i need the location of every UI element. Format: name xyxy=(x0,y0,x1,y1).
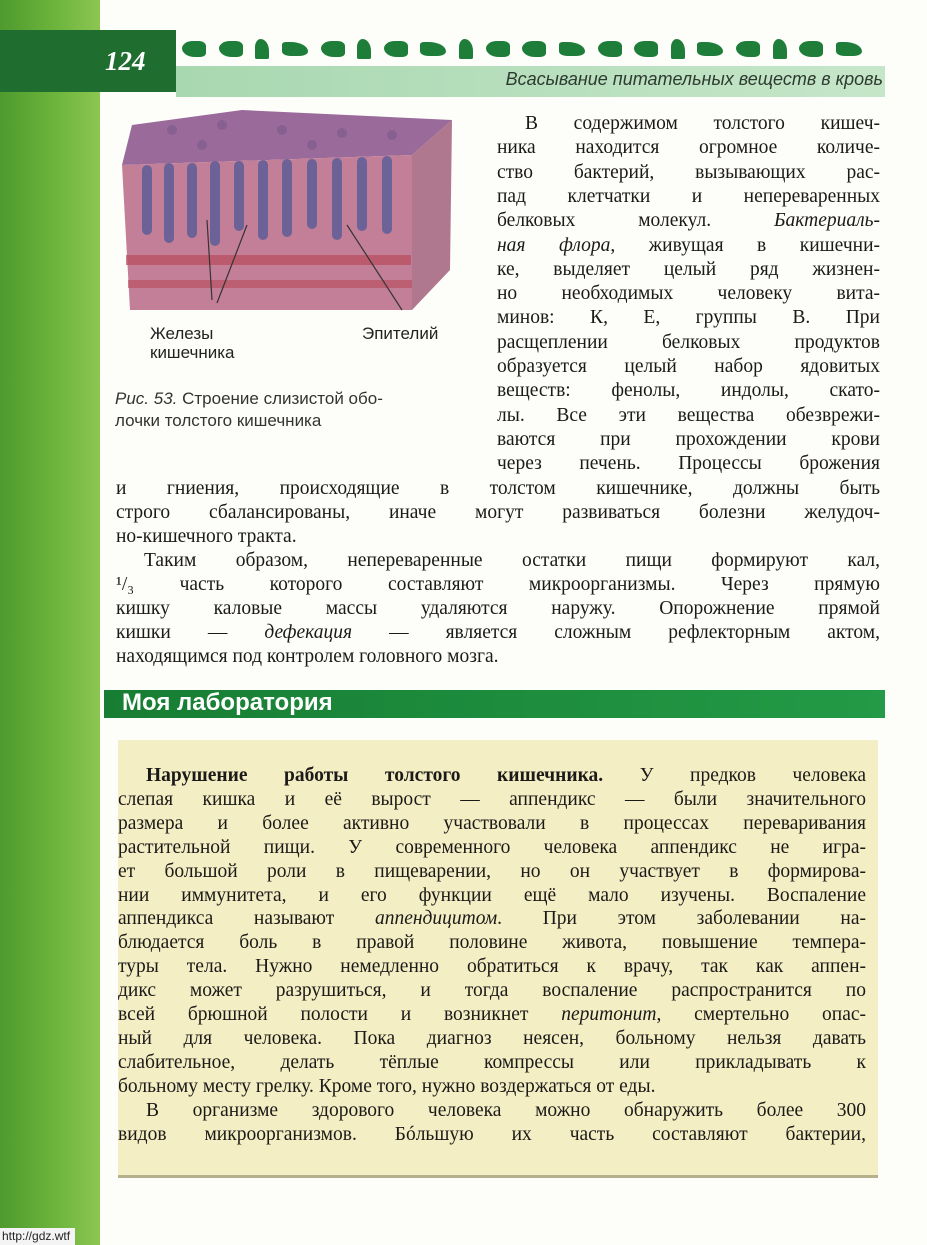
text-segment: В содержимом толстого кишеч- xyxy=(525,113,880,134)
text-segment: перитонит xyxy=(561,1004,657,1025)
text-segment: У предков человека xyxy=(603,765,866,786)
lab-line xyxy=(118,931,866,955)
right-column-line xyxy=(497,136,880,160)
right-column-line xyxy=(497,234,880,258)
text-segment: слепая кишка и её вырост — аппендикс — были значительного xyxy=(118,788,866,810)
text-segment: но необходимых человеку вита- xyxy=(497,283,880,305)
caption-line2: лочки толстого кишечника xyxy=(115,411,322,430)
text-segment: ваются при прохождении крови xyxy=(497,428,880,450)
text-segment: образуется целый набор ядовитых xyxy=(497,356,880,377)
right-column-line xyxy=(497,282,880,306)
label-glands-line2: кишечника xyxy=(150,343,235,362)
text-segment: видов микроорганизмов. Бóльшую их часть составляют бактерии, xyxy=(118,1123,866,1145)
text-segment: кишки — xyxy=(116,622,265,643)
right-column-line xyxy=(497,185,880,209)
main-line xyxy=(116,573,880,597)
lab-line xyxy=(118,1003,866,1027)
main-line xyxy=(116,501,880,525)
right-column-line xyxy=(497,428,880,452)
text-segment: блюдается боль в правой половине живота, повышение темпера- xyxy=(118,932,866,954)
text-segment: дикс может разрушиться, и тогда воспаление распространится по xyxy=(118,980,866,1002)
label-glands-line1: Железы xyxy=(150,324,214,343)
right-column-line xyxy=(497,404,880,428)
caption-line1: Строение слизистой обо- xyxy=(177,389,383,408)
lab-line xyxy=(118,1075,866,1099)
figure-caption xyxy=(115,388,460,432)
lab-line xyxy=(118,1123,866,1147)
text-segment: ника находится огромное количе- xyxy=(497,137,880,159)
text-segment: дефекация xyxy=(264,622,353,643)
right-column-line xyxy=(497,379,880,403)
text-segment: Бактериаль- xyxy=(774,210,880,232)
text-segment: веществ: фенолы, индолы, скато- xyxy=(497,380,880,402)
main-line xyxy=(116,477,880,501)
right-column-line xyxy=(497,355,880,379)
running-title: Всасывание питательных веществ в кровь xyxy=(505,69,883,89)
text-segment: через печень. Процессы брожения xyxy=(497,453,880,475)
text-segment: Нарушение работы толстого кишечника. xyxy=(146,765,604,786)
text-segment: ет большой роли в пищеварении, но он участвует в формирова- xyxy=(118,860,866,882)
text-segment: . При этом заболевании на- xyxy=(497,908,866,930)
text-segment: расщеплении белковых продуктов xyxy=(497,331,880,353)
main-line xyxy=(116,597,880,621)
text-segment: белковых молекул. xyxy=(497,210,775,232)
right-column-line xyxy=(497,161,880,185)
text-segment: аппендикса называют xyxy=(118,908,375,930)
text-segment: всей брюшной полости и возникнет xyxy=(118,1004,562,1025)
main-line xyxy=(116,621,880,645)
text-segment: ке, выделяет целый ряд жизнен- xyxy=(497,258,880,280)
mucosa-illustration xyxy=(112,105,457,320)
text-segment: минов: К, Е, группы В. При xyxy=(497,307,880,329)
lab-line xyxy=(118,836,866,860)
lab-line xyxy=(118,788,866,812)
right-column-line xyxy=(497,306,880,330)
text-segment: ¹/₃ часть которого составляют микроорганизмы. Через прямую xyxy=(116,574,880,595)
text-segment: , смертельно опас- xyxy=(656,1004,866,1025)
animal-silhouettes-icon xyxy=(182,36,862,62)
text-segment: пад клетчатки и непереваренных xyxy=(497,185,880,207)
text-segment: — является сложным рефлекторным актом, xyxy=(352,622,880,643)
text-segment: В организме здорового человека можно обнаружить более 300 xyxy=(146,1099,866,1121)
text-segment: строго сбалансированы, иначе могут развиваться болезни желудоч- xyxy=(116,502,880,523)
page-number: 124 xyxy=(105,46,146,76)
lab-line xyxy=(118,860,866,884)
lab-line xyxy=(118,812,866,836)
text-segment: размера и более активно участвовали в процессах переваривания xyxy=(118,812,866,834)
label-epithelium: Эпителий xyxy=(362,324,439,343)
text-segment: ство бактерий, вызывающих рас- xyxy=(497,161,880,183)
section-title: Моя лаборатория xyxy=(122,689,333,716)
text-segment: лы. Все эти вещества обезврежи- xyxy=(497,404,880,426)
lab-line xyxy=(118,907,866,931)
caption-prefix: Рис. 53. xyxy=(115,389,178,408)
text-segment: туры тела. Нужно немедленно обратиться к врачу, так как аппен- xyxy=(118,956,866,978)
main-line xyxy=(144,549,880,573)
text-segment: Таким образом, непереваренные остатки пищи формируют кал, xyxy=(144,550,880,571)
text-segment: нии иммунитета, и его функции ещё мало изучены. Воспаление xyxy=(118,884,866,906)
lab-line xyxy=(146,764,866,788)
text-segment: кишку каловые массы удаляются наружу. Опорожнение прямой xyxy=(116,598,880,619)
text-segment: ный для человека. Пока диагноз неясен, больному нельзя давать xyxy=(118,1027,866,1049)
label-glands xyxy=(150,324,234,362)
text-segment: растительной пищи. У современного человека аппендикс не игра- xyxy=(118,836,866,858)
right-column-line xyxy=(525,112,880,136)
right-column-line xyxy=(497,209,880,233)
page-number-box xyxy=(0,30,176,92)
right-column-line xyxy=(497,258,880,282)
right-column-line xyxy=(497,452,880,476)
right-column-line xyxy=(497,331,880,355)
text-segment: находящимся под контролем головного мозга. xyxy=(116,646,499,667)
watermark: http://gdz.wtf xyxy=(0,1228,75,1245)
lab-line xyxy=(118,1051,866,1075)
text-segment: больному месту грелку. Кроме того, нужно воздержаться от еды. xyxy=(118,1075,656,1097)
text-segment: но-кишечного тракта. xyxy=(116,526,297,547)
text-segment: слабительное, делать тёплые компрессы или прикладывать к xyxy=(118,1051,866,1073)
lab-line xyxy=(146,1099,866,1123)
text-segment: ная флора xyxy=(497,234,611,256)
text-segment: аппендицитом xyxy=(374,908,498,930)
lab-line xyxy=(118,979,866,1003)
main-line xyxy=(116,525,880,549)
lab-line xyxy=(118,955,866,979)
lab-line xyxy=(118,1027,866,1051)
page-margin-stripe xyxy=(0,0,100,1245)
main-line xyxy=(116,645,880,669)
text-segment: , живущая в кишечни- xyxy=(610,234,881,256)
lab-line xyxy=(118,884,866,908)
text-segment: и гниения, происходящие в толстом кишечнике, должны быть xyxy=(116,478,880,499)
